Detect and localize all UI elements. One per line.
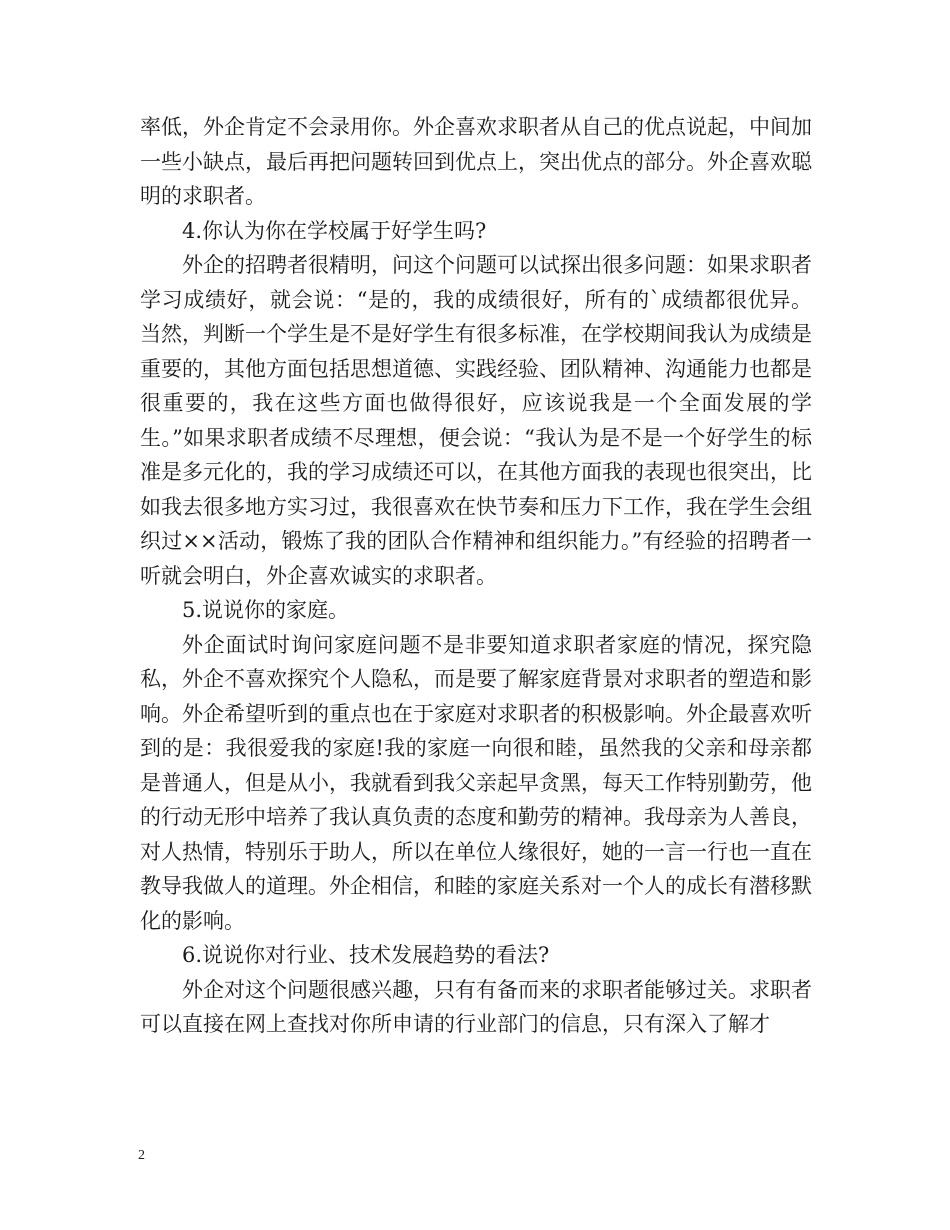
document-body [140,110,812,1042]
answer-paragraph-5: 外企面试时询问家庭问题不是非要知道求职者家庭的情况，探究隐私，外企不喜欢探究个人隐私，而是要了解家庭背景对求职者的塑造和影响。外企希望听到的重点也在于家庭对求职者的积极影响。外企最喜欢听到的是：我很爱我的家庭!我的家庭一向很和睦，虽然我的父亲和母亲都是普通人，但是从小，我就看到我父亲起早贪黑，每天工作特别勤劳，他的行动无形中培养了我认真负责的态度和勤劳的精神。我母亲为人善良，对人热情，特别乐于助人，所以在单位人缘很好，她的一言一行也一直在教导我做人的道理。外企相信，和睦的家庭关系对一个人的成长有潜移默化的影响。 [140,632,812,933]
question-heading-6: 6.说说你对行业、技术发展趋势的看法? [182,943,550,967]
question-heading-5: 5.说说你的家庭。 [182,598,350,622]
answer-paragraph-4: 外企的招聘者很精明，问这个问题可以试探出很多问题：如果求职者学习成绩好，就会说：“是的，我的成绩很好，所有的`成绩都很优异。当然，判断一个学生是不是好学生有很多标准，在学校期间我认为成绩是重要的，其他方面包括思想道德、实践经验、团队精神、沟通能力也都是很重要的，我在这些方面也做得很好，应该说我是一个全面发展的学生。”如果求职者成绩不尽理想，便会说：“我认为是不是一个好学生的标准是多元化的，我的学习成绩还可以，在其他方面我的表现也很突出，比如我去很多地方实习过，我很喜欢在快节奏和压力下工作，我在学生会组织过××活动，锻炼了我的团队合作精神和组织能力。”有经验的招聘者一听就会明白，外企喜欢诚实的求职者。 [140,253,812,588]
paragraph-continuation: 率低，外企肯定不会录用你。外企喜欢求职者从自己的优点说起，中间加一些小缺点，最后再把问题转回到优点上，突出优点的部分。外企喜欢聪明的求职者。 [140,115,812,208]
page-number: 2 [138,1148,145,1163]
question-heading-4: 4.你认为你在学校属于好学生吗? [182,218,487,243]
answer-paragraph-6: 外企对这个问题很感兴趣，只有有备而来的求职者能够过关。求职者可以直接在网上查找对你所申请的行业部门的信息，只有深入了解才 [140,977,812,1036]
